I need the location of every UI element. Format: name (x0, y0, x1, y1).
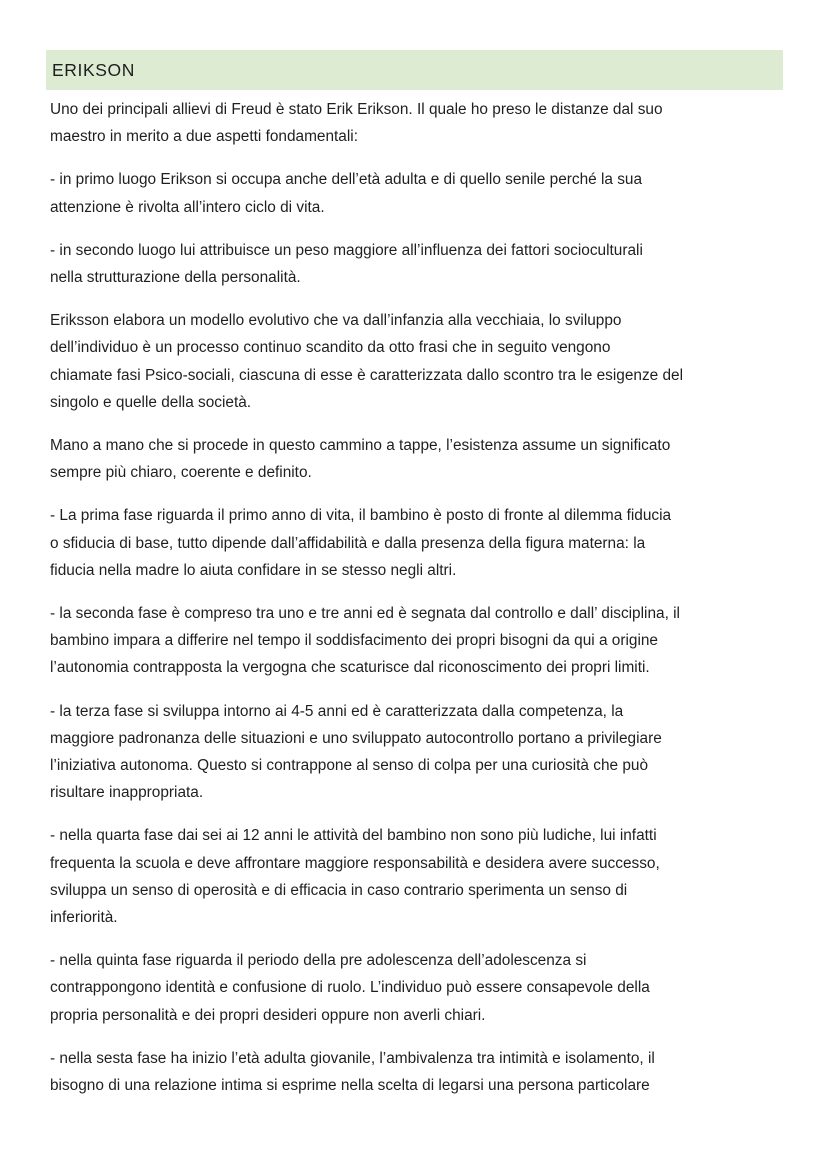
paragraph (50, 96, 786, 150)
text-line: nella strutturazione della personalità. (50, 269, 301, 287)
text-line: - la terza fase si sviluppa intorno ai 4-5 anni ed è caratterizzata dalla competenza, la (50, 702, 624, 720)
text-line: propria personalità e dei propri desideri oppure non averli chiari. (50, 1006, 486, 1024)
section-heading: ERIKSON (52, 59, 135, 80)
text-line: Eriksson elabora un modello evolutivo che va dall’infanzia alla vecchiaia, lo sviluppo (50, 312, 622, 330)
text-line: o sfiducia di base, tutto dipende dall’affidabilità e dalla presenza della figura materna: la (50, 534, 646, 552)
text-line: maggiore padronanza delle situazioni e uno sviluppato autocontrollo portano a privilegiare (50, 729, 662, 747)
text-line: - nella quarta fase dai sei ai 12 anni le attività del bambino non sono più ludiche, lui infatti (50, 827, 657, 845)
text-line: Uno dei principali allievi di Freud è stato Erik Erikson. Il quale ho preso le distanze dal suo (50, 101, 663, 118)
text-line: l’autonomia contrapposta la vergogna che scaturisce dal riconoscimento dei propri limiti. (50, 659, 650, 677)
text-line: - in primo luogo Erikson si occupa anche dell’età adulta e di quello senile perché la sua (50, 171, 643, 189)
paragraph (50, 237, 786, 291)
text-line: maestro in merito a due aspetti fondamentali: (50, 128, 358, 146)
text-line: - nella quinta fase riguarda il periodo della pre adolescenza dell’adolescenza si (50, 952, 587, 970)
paragraph (50, 502, 786, 584)
paragraph (50, 166, 786, 220)
text-line: dell’individuo è un processo continuo scandito da otto frasi che in seguito vengono (50, 339, 611, 357)
paragraph (50, 307, 786, 416)
text-line: l’iniziativa autonoma. Questo si contrappone al senso di colpa per una curiosità che può (50, 757, 649, 775)
paragraph (50, 432, 786, 486)
text-line: fiducia nella madre lo aiuta confidare in se stesso negli altri. (50, 561, 457, 579)
text-line: contrappongono identità e confusione di ruolo. L’individuo può essere consapevole della (50, 979, 650, 997)
text-line: sempre più chiaro, coerente e definito. (50, 464, 312, 482)
text-line: - La prima fase riguarda il primo anno di vita, il bambino è posto di fronte al dilemma fiducia (50, 507, 672, 525)
text-line: inferiorità. (50, 909, 118, 927)
paragraph (50, 698, 786, 807)
text-line: attenzione è rivolta all’intero ciclo di vita. (50, 198, 325, 216)
paragraph (50, 947, 786, 1029)
text-line: chiamate fasi Psico-sociali, ciascuna di esse è caratterizzata dallo scontro tra le esigenze del (50, 366, 684, 384)
text-line: Mano a mano che si procede in questo cammino a tappe, l’esistenza assume un significato (50, 437, 671, 455)
document-body (50, 96, 786, 1115)
paragraph (50, 600, 786, 682)
text-line: bambino impara a differire nel tempo il soddisfacimento dei propri bisogni da qui a origine (50, 632, 658, 650)
text-line: bisogno di una relazione intima si esprime nella scelta di legarsi una persona particolare (50, 1077, 650, 1095)
paragraph (50, 822, 786, 931)
text-line: sviluppa un senso di operosità e di efficacia in caso contrario sperimenta un senso di (50, 881, 628, 899)
text-line: - in secondo luogo lui attribuisce un peso maggiore all’influenza dei fattori socioculturali (50, 241, 643, 259)
text-line: - la seconda fase è compreso tra uno e tre anni ed è segnata dal controllo e dall’ disciplina, il (50, 605, 680, 623)
text-line: singolo e quelle della società. (50, 393, 252, 411)
section-heading-bar (46, 50, 783, 90)
text-line: risultare inappropriata. (50, 784, 204, 802)
paragraph (50, 1045, 786, 1099)
text-line: - nella sesta fase ha inizio l’età adulta giovanile, l’ambivalenza tra intimità e isolamento, il (50, 1049, 655, 1067)
text-line: frequenta la scuola e deve affrontare maggiore responsabilità e desidera avere successo, (50, 854, 660, 872)
